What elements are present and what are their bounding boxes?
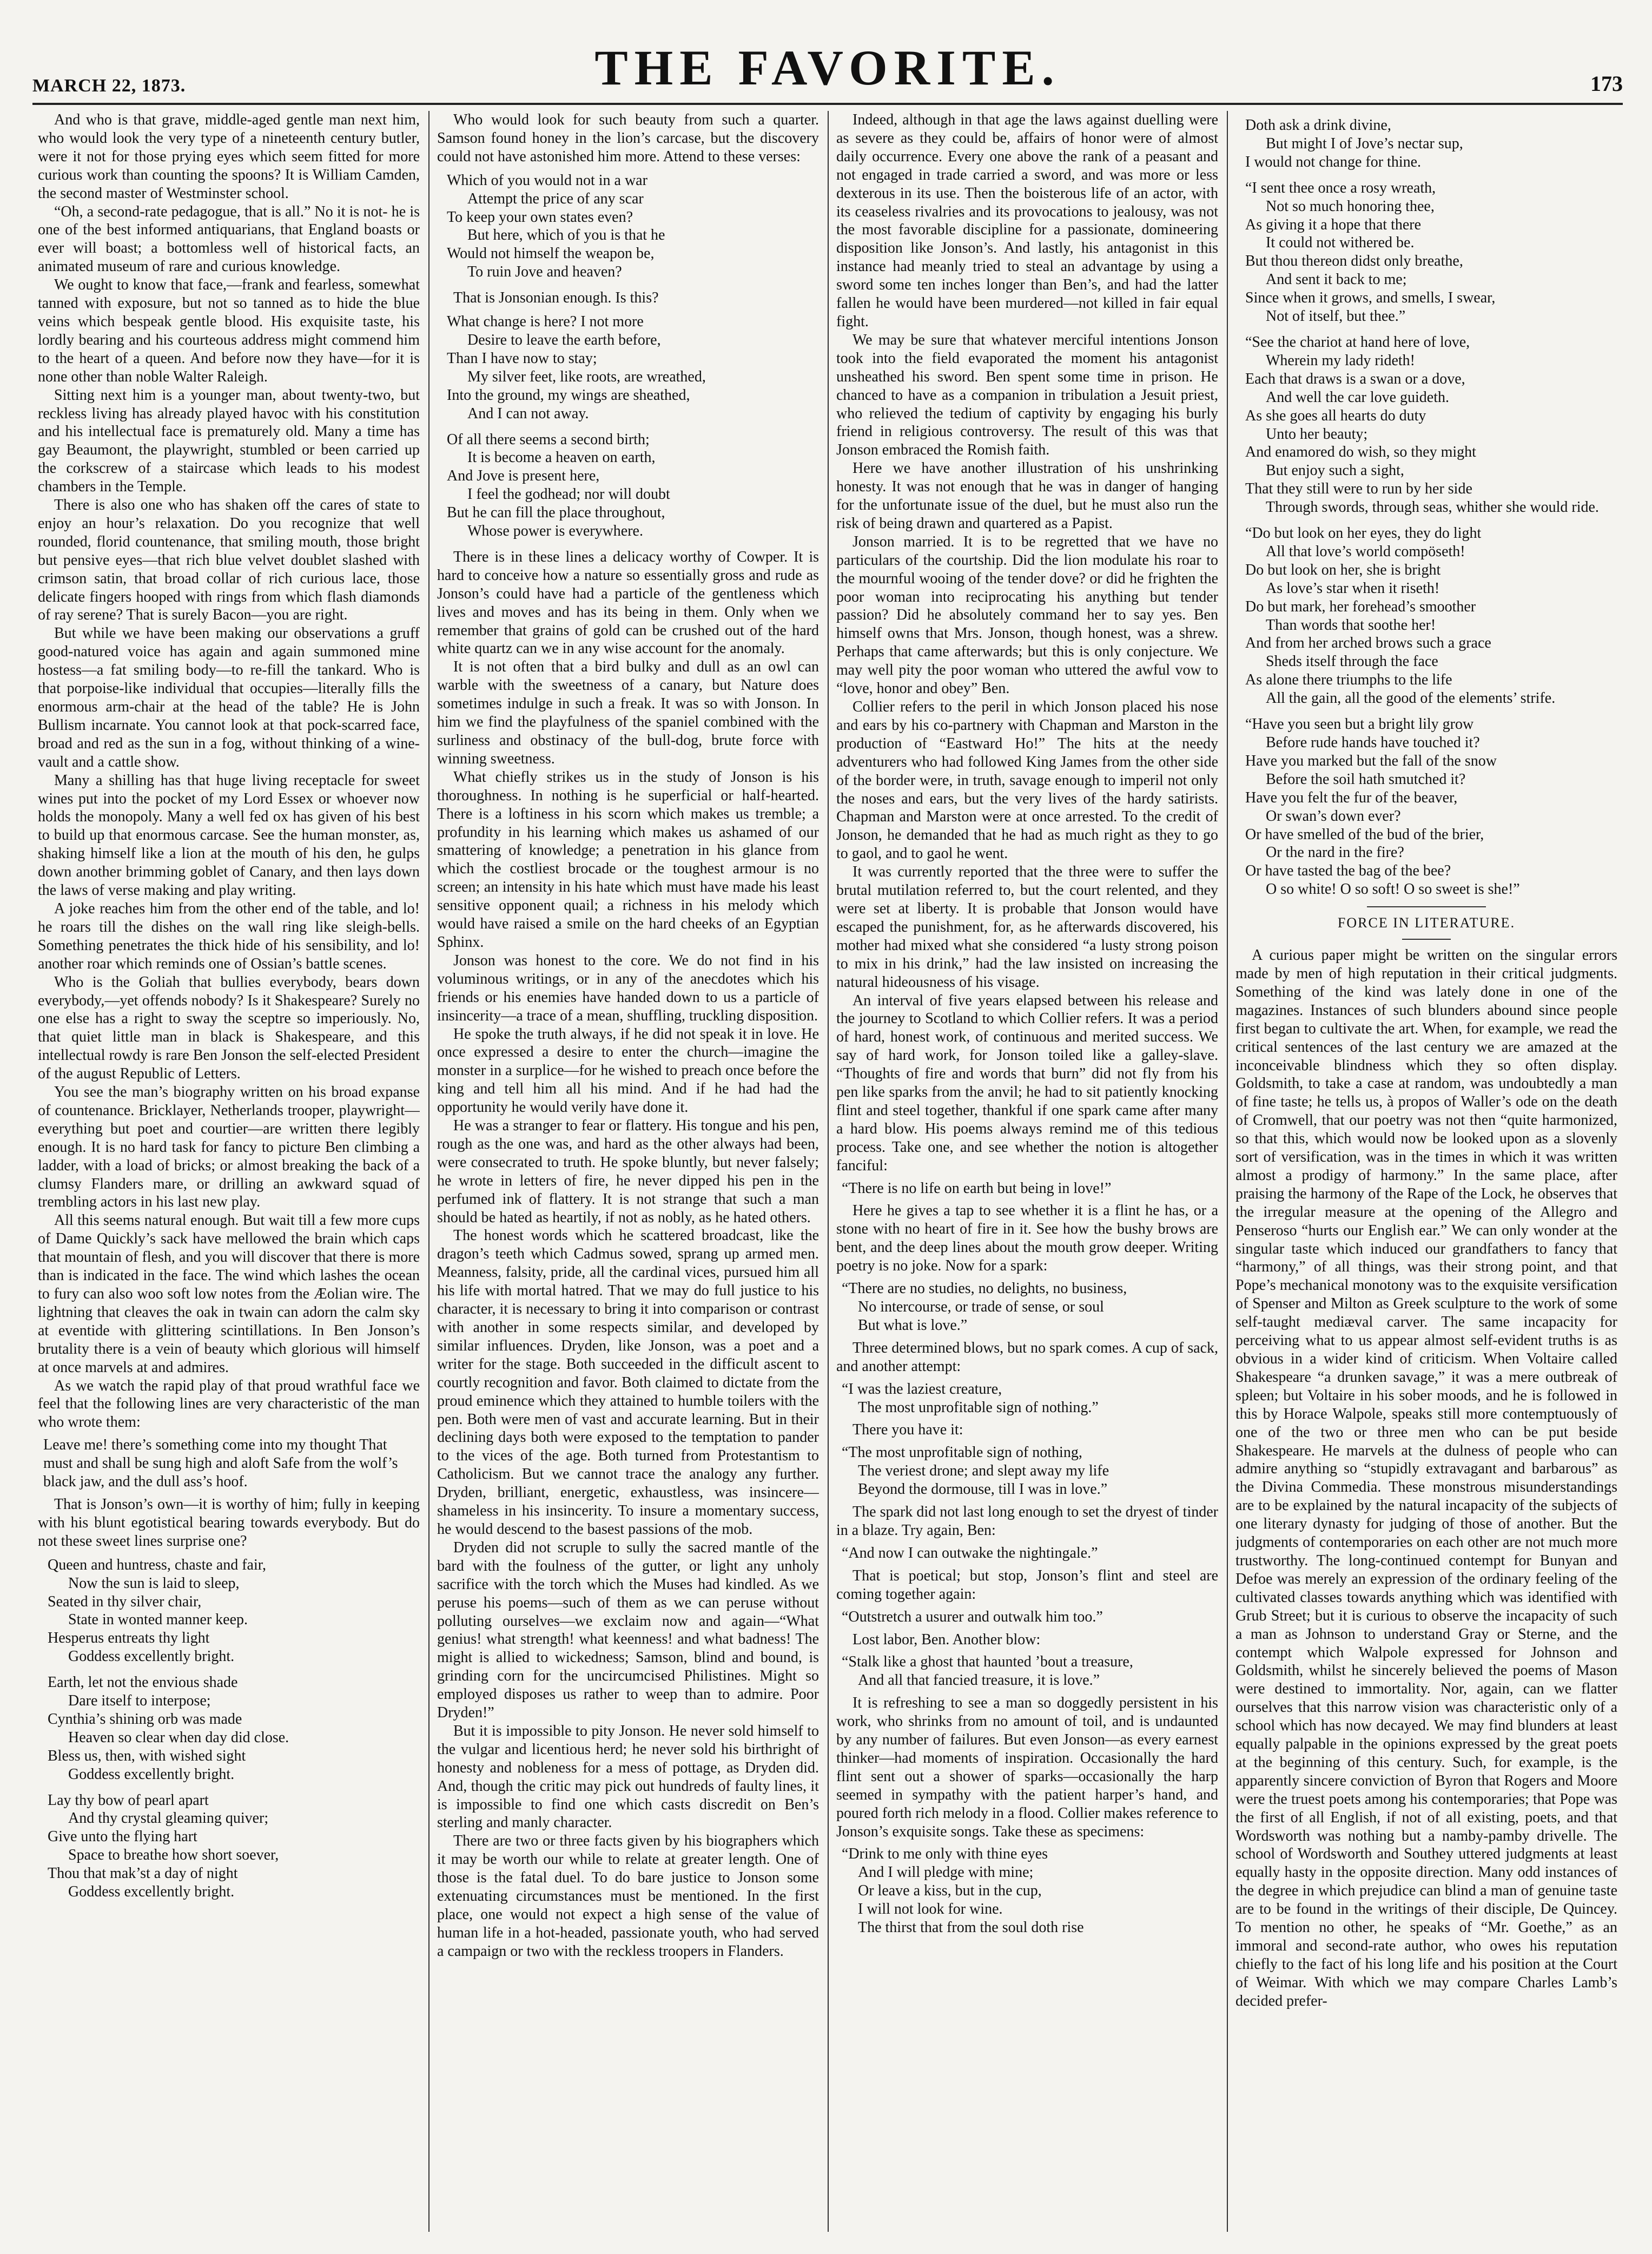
quote-line: Beyond the dormouse, till I was in love.” (858, 1481, 1108, 1498)
poem-line: Or have smelled of the bud of the brier, (1245, 826, 1484, 843)
paragraph: It was currently reported that the three were to suffer the brutal mutilation referred to, but the court relented, and they were set at liberty. It is probable that Jonson would have escaped the punishment, for, as he afterwards discovered, his mother had mixed what she considered “a lusty strong poison to mix in his drink,” had the law insisted on increasing the natural hideousness of his visage. (836, 864, 1218, 991)
paragraph: There is in these lines a delicacy worthy of Cowper. It is hard to conceive how a nature so essentially gross and rude as Jonson’s could have had a particle of the gentleness which lives and moves and has its being in them. Only when we remember that grains of gold can be crushed out of the hard white quartz can we in any wise account for the anomaly. (437, 548, 819, 657)
column-2 (437, 111, 819, 2232)
column-divider (828, 111, 829, 2232)
column-3-quote-4 (842, 1444, 1218, 1499)
poem-line: Space to breathe how short soever, (68, 1847, 279, 1864)
poem-line: Which of you would not in a war (447, 172, 647, 189)
poem-line: And Jove is present here, (447, 467, 600, 485)
poem-line: Goddess excellently bright. (68, 1883, 235, 1901)
column-divider (1227, 111, 1228, 2232)
section-rule (1367, 906, 1486, 907)
poem-line: And well the car love guideth. (1266, 388, 1450, 406)
paragraph: Many a shilling has that huge living receptacle for sweet wines put into the pocket of my Lord Essex or whoever now holds the monopoly. Many a well fed ox has given of his best to build up that enormous carcase. See the human monster, as, shaking himself like a lion at the mouth of his den, he gulps down another brimming goblet of Canary, and then lays down the laws of verse making and play writing. (38, 772, 420, 899)
paragraph: He spoke the truth always, if he did not speak it in love. He once expressed a desire to enter the church—imagine the monster in a surplice—for he wished to preach once before the king and tell him all his mind. And if he had had the opportunity he would verily have done it. (437, 1025, 819, 1116)
column-3-paragraph-7: Lost labor, Ben. Another blow: (853, 1631, 1041, 1648)
poem-stanza (1245, 333, 1617, 517)
column-3-quote-6: “Outstretch a usurer and outwalk him too.” (842, 1608, 1103, 1625)
poem-line: But might I of Jove’s nectar sup, (1266, 135, 1463, 152)
paragraph: Dryden did not scruple to sully the sacred mantle of the bard with the foulness of the gutter, or light any unholy sacrifice with the torch which the Muses had kindled. As we peruse his poems—such of them as we can peruse without polluting ourselves—we exclaim now and again—“What genius! what strength! what keenness! and what badness! The might is allied to wickedness; Samson, blind and bound, is grinding corn for the uncircumcised Philistines. Might so employed disposes us rather to weep than to admire. Poor Dryden!” (437, 1539, 819, 1722)
quote-line: Or leave a kiss, but in the cup, (858, 1882, 1042, 1900)
column-1-paragraph-2: That is Jonson’s own—it is worthy of him; fully in keeping with his blunt egotistical bearing towards everybody. But do not these sweet lines surprise one? (38, 1495, 420, 1550)
poem-line: Through swords, through seas, whither she would ride. (1266, 499, 1599, 516)
poem-line: Doth ask a drink divine, (1245, 117, 1391, 134)
quote-line: “The most unprofitable sign of nothing, (842, 1444, 1082, 1461)
issue-date: MARCH 22, 1873. (32, 76, 186, 96)
poem-line: Seated in thy silver chair, (48, 1593, 202, 1610)
masthead-rule (32, 103, 1623, 105)
paragraph: An interval of five years elapsed between his release and the journey to Scotland to which Collier refers. It was a period of hard, honest work, of continuous and merited success. We say of hard work, for Jonson toiled like a galley-slave. “Thoughts of fire and words that burn” did not fly from his pen like sparks from the anvil; he had to sit patiently knocking flint and steel together, thankful if one spark came after many a hard blow. His poems always remind me of this tedious process. Take one, and see whether the notion is altogether fanciful: (836, 992, 1218, 1174)
poem-line: All that love’s world compöseth! (1266, 543, 1465, 560)
poem-line: But here, which of you is that he (467, 227, 665, 244)
poem-line: Or swan’s down ever? (1266, 807, 1401, 825)
column-1-paragraphs (38, 111, 420, 1432)
poem-line: To ruin Jove and heaven? (467, 263, 622, 281)
poem-line: And thy crystal gleaming quiver; (68, 1810, 269, 1827)
column-2-paragraphs (437, 548, 819, 1961)
poem-line: Not so much honoring thee, (1266, 197, 1435, 215)
quote-line: “Drink to me only with thine eyes (842, 1846, 1048, 1863)
column-2-poem-2 (447, 313, 819, 541)
paragraph: As we watch the rapid play of that proud wrathful face we feel that the following lines are very characteristic of the man who wrote them: (38, 1377, 420, 1431)
poem-line: Not of itself, but thee.” (1266, 308, 1406, 325)
poem-line: But thou thereon didst only breathe, (1245, 253, 1463, 270)
poem-line: Do but look on her, she is bright (1245, 561, 1441, 578)
quote-line: The most unprofitable sign of nothing.” (858, 1399, 1099, 1416)
poem-stanza (1245, 524, 1617, 708)
poem-line: Into the ground, my wings are sheathed, (447, 386, 690, 404)
poem-line: Wherein my lady rideth! (1266, 352, 1416, 369)
poem-line: Since when it grows, and smells, I swear, (1245, 289, 1496, 307)
column-3-quote-5: “And now I can outwake the nightingale.” (842, 1544, 1098, 1561)
column-4-poem (1245, 116, 1617, 899)
poem-stanza (1245, 116, 1617, 172)
poem-line: Give unto the flying hart (48, 1828, 197, 1846)
column-3-paragraph-2: Here he gives a tap to see whether it is a flint he has, or a stone with no heart of fire in it. See how the bushy brows are bent, and the deep lines about the mouth grow deeper. Writing poetry is no joke. Now for a spark: (836, 1202, 1218, 1275)
poem-stanza (447, 172, 819, 281)
poem-line: Dare itself to interpose; (68, 1692, 211, 1710)
column-3 (836, 111, 1218, 2232)
paragraph: Here we have another illustration of his unshrinking honesty. It was not enough that he was in danger of hanging for the unfortunate issue of the duel, but he must also run the risk of being drawn and quartered as a Papist. (836, 460, 1218, 532)
column-1 (38, 111, 420, 2232)
quote-line: But what is love.” (858, 1316, 968, 1334)
column-4 (1235, 111, 1617, 2232)
paragraph: There is also one who has shaken off the cares of state to enjoy an hour’s relaxation. Do you recognize that well rounded, florid countenance, that smiling mouth, those bright but pensive eyes—that rich blue velvet doublet slashed with crimson satin, that broad collar of rich curious lace, those delicate fingers hooped with rings from which flash diamonds of ray serene? That is surely Bacon—you are right. (38, 497, 420, 624)
poem-line: It could not withered be. (1266, 234, 1415, 252)
quote-line: “There are no studies, no delights, no business, (842, 1280, 1127, 1297)
poem-line: Or the nard in the fire? (1266, 844, 1404, 861)
poem-line: Thou that mak’st a day of night (48, 1865, 238, 1882)
column-3-quote-1: “There is no life on earth but being in love!” (842, 1179, 1112, 1197)
column-4-paragraphs (1235, 946, 1617, 2011)
poem-line: As alone there triumphs to the life (1245, 671, 1452, 689)
quote-line: The thirst that from the soul doth rise (858, 1919, 1084, 1936)
article-columns (38, 111, 1617, 2232)
paragraph: He was a stranger to fear or flattery. His tongue and his pen, rough as the one was, and hard as the other always had been, were consecrated to truth. He spoke bluntly, but never falsely; he wrote in letters of fire, he never dipped his pen in the perfumed ink of flattery. It is not strange that such a man should be hated as heartily, if not as nobly, as he hated others. (437, 1117, 819, 1226)
quote-line: And all that fancied treasure, it is love.” (858, 1672, 1100, 1689)
poem-stanza (1245, 715, 1617, 899)
poem-line: All the gain, all the good of the elements’ strife. (1266, 690, 1556, 707)
column-3-paragraphs (836, 111, 1218, 1175)
poem-line: Do but mark, her forehead’s smoother (1245, 598, 1476, 615)
poem-line: Bless us, then, with wished sight (48, 1747, 246, 1764)
column-2-poem-1 (447, 172, 819, 281)
paragraph: A curious paper might be written on the singular errors made by men of high reputation in their critical judgments. Something of the kind was lately done in one of the magazines. Instances of such blunders abound since people first began to cultivate the art. When, for example, we read the critical sentences of the last century we are amazed at the inconceivable blindness which they so often display. Goldsmith, to take a case at random, was undoubtedly a man of fine taste; he tells us, à propos of Waller’s ode on the death of Cromwell, that our poetry was not then “quite harmonized, so that this, which would now be looked upon as a slovenly sort of versification, was in the times in which it was written almost a prodigy of harmony.” In the same place, after praising the harmony of the Rape of the Lock, he observes that the irregular measure at the opening of the Allegro and Penseroso “hurts our English ear.” We can only wonder at the singular taste which induced our grandfathers to fancy that “harmony,” of all things, was their strong point, and that Pope’s mechanical monotony was to the exquisite versification of Spenser and Milton as Greek sculpture to the work of some self-taught mediæval carver. The same incapacity for perceiving what to us appear almost self-evident truths is as obvious in a wider kind of criticism. When Voltaire called Shakespeare “a drunken savage,” it was a mere outbreak of spleen; but Voltaire in his sober moods, and he is followed in this by Horace Walpole, speaks still more contemptuously of one of the two or three men who can be put beside Shakespeare. He marvels at the dulness of people who can admire anything so “stupidly extravagant and barbarous” as the Divina Commedia. These monstrous misunderstandings are to be explained by the natural incapacity of the subjects of one literary dynasty for judging of those of another. But the judgments of contemporaries on each other are not much more trustworthy. The long-continued contempt for Bunyan and Defoe was merely an expression of the ordinary feeling of the cultivated classes towards anything which was identified with Grub Street; but it is curious to observe the incapacity of such a man as Johnson to understand Gray or Sterne, and the contempt which Walpole expressed for Johnson and Goldsmith, whilst he sincerely believed the poems of Mason were destined to immortality. Nor, again, can we flatter ourselves that this narrow vision was characteristic only of a school which has now decayed. We may find blunders at least equally palpable in the opinions expressed by the great poets at the beginning of this century. Such, for example, is the apparently sincere conviction of Byron that Rogers and Moore were the truest poets among his contemporaries; that Pope was the first of all English, if not of all existing, poets, and that Wordsworth was nothing but a namby-pamby drivelle. The school of Wordsworth and Southey uttered judgments at least equally hasty in the opposite direction. Many odd instances of the degree in which prejudice can blind a man of genuine taste are to be found in the writings of their disciple, De Quincey. To mention no other, he speaks of “Mr. Goethe,” as an immoral and second-rate author, who owes his reputation chiefly to the fact of his long life and his position at the Court of Weimar. With which we may compare Charles Lamb’s decided prefer- (1235, 947, 1617, 2009)
poem-stanza (447, 313, 819, 423)
poem-line: But he can fill the place throughout, (447, 504, 665, 522)
section-rule (1402, 939, 1451, 940)
poem-line: And enamored do wish, so they might (1245, 444, 1476, 461)
column-3-paragraph-8: It is refreshing to see a man so doggedly persistent in his work, who shrinks from no amount of toil, and is undaunted by any number of failures. But even Jonson—as every earnest thinker—had moments of inspiration. Occasionally the hard flint sent out a shower of sparks—occasionally the harp seemed in sympathy with the patient harper’s hand, and poured forth rich melody in a flood. Collier makes reference to Jonson’s exquisite songs. Take these as specimens: (836, 1695, 1218, 1840)
poem-stanza (48, 1791, 420, 1901)
page-number: 173 (1590, 71, 1623, 96)
poem-stanza (48, 1673, 420, 1783)
poem-line: Of all there seems a second birth; (447, 431, 650, 448)
poem-line: Heaven so clear when day did close. (68, 1729, 289, 1746)
paragraph: The honest words which he scattered broadcast, like the dragon’s teeth which Cadmus sowed, sprang up armed men. Meanness, falsity, pride, all the cardinal vices, pursued him all his life with mortal hatred. That we may do full justice to his character, it is necessary to bring it into comparison or contrast with another in some respects similar, and developed by similar influences. Dryden, like Jonson, was a poet and a writer for the stage. Both succeeded in the difficult ascent to courtly recognition and favor. Both claimed to dictate from the proud eminence which they attained to humble toilers with the pen. Both were men of vast and accurate learning. But in their declining days both were exposed to the temptation to pander to the vices of the age. Both turned from Protestantism to Catholicism. But we cannot trace the analogy any further. Dryden, brilliant, energetic, exhaustless, was insincere—shameless in his insincerity. To insure a momentary success, he would descend to the basest passions of the mob. (437, 1227, 819, 1538)
poem-line: Before rude hands have touched it? (1266, 734, 1480, 751)
poem-stanza (1245, 179, 1617, 326)
paragraph: And who is that grave, middle-aged gentle man next him, who would look the very type of a nineteenth century butler, were it not for those prying eyes which seem fitted for more curious work than counting the spoons? It is William Camden, the second master of Westminster school. (38, 111, 420, 202)
poem-line: As giving it a hope that there (1245, 216, 1422, 233)
poem-line: Attempt the price of any scar (467, 190, 644, 207)
poem-line: And from her arched brows such a grace (1245, 635, 1491, 652)
column-3-paragraph-6: That is poetical; but stop, Jonson’s flint and steel are coming together again: (836, 1567, 1218, 1603)
poem-line: Cynthia’s shining orb was made (48, 1710, 242, 1728)
paragraph: We may be sure that whatever merciful intentions Jonson took into the field evaporated the moment his antagonist unsheathed his sword. Ben spent some time in prison. He chanced to have as a companion in tribulation a Jesuit priest, who relieved the tedium of captivity by engaging his burly friend in religious controversy. The result of this was that Jonson embraced the Romish faith. (836, 331, 1218, 459)
column-1-quote: Leave me! there’s something come into my thought That must and shall be sung high and aloft Safe from the wolf’s black jaw, and the dull ass’s hoof. (43, 1436, 398, 1491)
poem-line: “I sent thee once a rosy wreath, (1245, 179, 1436, 196)
poem-stanza (48, 1556, 420, 1666)
poem-line: Have you marked but the fall of the snow (1245, 752, 1497, 769)
paragraph: Collier refers to the peril in which Jonson placed his nose and ears by his co-partnery with Chapman and Marston in the production of “Eastward Ho!” The hits at the needy adventurers who had followed King James from the other side of the border were, in truth, savage enough to imperil not only the noses and ears, but the very lives of the hardy satirists. Chapman and Marston were at once arrested. To the credit of Jonson, he demanded that he had as much right as they to go to gaol, and to gaol he went. (836, 698, 1218, 862)
paragraph: It is not often that a bird bulky and dull as an owl can warble with the sweetness of a canary, but Nature does sometimes indulge in such a freak. It was so with Jonson. In him we find the playfulness of the spaniel combined with the surliness and obstinacy of the bull-dog, brute force with winning sweetness. (437, 658, 819, 767)
poem-line: That they still were to run by her side (1245, 480, 1472, 498)
paragraph: Who is the Goliah that bullies everybody, bears down everybody,—yet offends nobody? Is it Shakespeare? Surely no one else has a right to sway the sceptre so imperiously. No, that quiet little man in black is Shakespeare, and this intellectual rowdy is rare Ben Jonson the self-elected President of the august Republic of Letters. (38, 973, 420, 1083)
poem-line: Goddess excellently bright. (68, 1648, 235, 1665)
poem-line: And I can not away. (467, 405, 589, 422)
poem-stanza (447, 431, 819, 541)
poem-line: “Do but look on her eyes, they do light (1245, 525, 1482, 542)
quote-line: The veriest drone; and slept away my life (858, 1462, 1109, 1480)
poem-line: As she goes all hearts do duty (1245, 407, 1426, 424)
poem-line: Unto her beauty; (1266, 425, 1368, 443)
column-2-intro: Who would look for such beauty from such a quarter. Samson found honey in the lion’s carcase, but the discovery could not have astonished him more. Attend to these verses: (437, 111, 819, 165)
poem-line: But enjoy such a sight, (1266, 462, 1404, 479)
poem-line: What change is here? I not more (447, 313, 644, 331)
poem-line: Have you felt the fur of the beaver, (1245, 789, 1458, 806)
quote-line: And I will pledge with mine; (858, 1864, 1034, 1881)
column-1-poem (48, 1556, 420, 1901)
poem-line: Goddess excellently bright. (68, 1765, 235, 1783)
poem-line: Earth, let not the envious shade (48, 1674, 238, 1691)
poem-line: O so white! O so soft! O so sweet is she!” (1266, 881, 1520, 898)
poem-line: Now the sun is laid to sleep, (68, 1574, 240, 1592)
paragraph: All this seems natural enough. But wait till a few more cups of Dame Quickly’s sack have mellowed the brain which caps that mountain of flesh, and you will discover that there is more than is indicated in the face. The wind which lashes the ocean to fury can also woo soft low notes from the Æolian wire. The lightning that cleaves the oak in twain can adorn the calm sky at eventide with glittering scintillations. In Ben Jonson’s brutality there is a vein of beauty which glorious will himself at once marvels at and admires. (38, 1212, 420, 1376)
poem-line: Queen and huntress, chaste and fair, (48, 1556, 266, 1573)
poem-line: I feel the godhead; nor will doubt (467, 486, 670, 503)
column-3-paragraph-3: Three determined blows, but no spark comes. A cup of sack, and another attempt: (836, 1339, 1218, 1375)
quote-line: “I was the laziest creature, (842, 1380, 1002, 1398)
poem-line: To keep your own states even? (447, 208, 633, 226)
poem-line: I would not change for thine. (1245, 153, 1422, 170)
quote-line: “Stalk like a ghost that haunted ’bout a treasure, (842, 1653, 1133, 1671)
paragraph: Jonson married. It is to be regretted that we have no particulars of the courtship. Did the lion modulate his roar to the mournful wooing of the tender dove? or did he frighten the poor woman into reciprocating his anything but tender passion? Did he absolutely command her to say yes. Ben himself owns that Mrs. Jonson, though honest, was a shrew. Perhaps that came afterwards; but this is only conjecture. We may well pity the poor woman who uttered the awful vow to “love, honor and obey” Ben. (836, 533, 1218, 697)
paragraph: “Oh, a second-rate pedagogue, that is all.” No it is not- he is one of the best informed antiquarians, that England boasts or ever will boast; a bottomless well of historical facts, an animated museum of rare and curious knowledge. (38, 203, 420, 275)
publication-title: THE FAVORITE. (594, 40, 1061, 95)
poem-line: Lay thy bow of pearl apart (48, 1791, 209, 1809)
paragraph: But while we have been making our observations a gruff good-natured voice has again and again summoned mine hostess—a fat smiling body—to re-fill the tankard. Who is that porpoise-like individual that occupies—literally fills the enormous arm-chair at the head of the table? He is John Bullism incarnate. You cannot look at that pock-scarred face, broad and red as the sun in a fog, without thinking of a wine-vault and a cattle show. (38, 625, 420, 770)
paragraph: You see the man’s biography written on his broad expanse of countenance. Bricklayer, Netherlands trooper, playwright—everything but poet and courtier—are written there legibly enough. It is no hard task for fancy to picture Ben climbing a ladder, with a load of bricks; or almost breaking the back of a clumsy Flanders mare, or drilling an awkward squad of trembling actors in his last new play. (38, 1084, 420, 1211)
paragraph: Indeed, although in that age the laws against duelling were as severe as they could be, affairs of honor were of almost daily occurrence. Every one above the rank of a peasant and not engaged in trade carried a sword, and was more or less dexterous in its use. Then the boisterous life of an actor, with its ceaseless rivalries and its provocations to jealousy, was not the most favorable discipline for a passionate, domineering disposition like Jonson’s. And lastly, his antagonist in this instance had meanly tried to steal an advantage by using a sword some ten inches longer than Ben’s, and had the latter fallen he would have been murdered—not killed in fair equal fight. (836, 111, 1218, 330)
column-2-paragraph: That is Jonsonian enough. Is this? (453, 289, 659, 307)
paragraph: But it is impossible to pity Jonson. He never sold himself to the vulgar and licentious herd; he never sold his birthright of honesty and nobleness for a mess of pottage, as Dryden did. And, though the critic may pick out hundreds of faulty lines, it is impossible to find one which casts discredit on Ben’s sterling and manly character. (437, 1722, 819, 1831)
poem-line: Each that draws is a swan or a dove, (1245, 370, 1465, 387)
poem-line: Desire to leave the earth before, (467, 331, 661, 348)
paragraph: Sitting next him is a younger man, about twenty-two, but reckless living has already played havoc with his constitution and his intellectual face is prematurely old. Many a time has gay Beaumont, the playwright, stumbled or been carried up the corkscrew of a staircase which leads to his modest chambers in the Temple. (38, 386, 420, 496)
poem-line: And sent it back to me; (1266, 271, 1407, 288)
quote-line: I will not look for wine. (858, 1901, 1003, 1918)
poem-line: As love’s star when it riseth! (1266, 579, 1440, 597)
column-3-paragraph-5: The spark did not last long enough to set the dryest of tinder in a blaze. Try again, Ben: (836, 1504, 1218, 1539)
poem-line: Hesperus entreats thy light (48, 1630, 210, 1647)
poem-line: My silver feet, like roots, are wreathed, (467, 368, 706, 385)
poem-line: Whose power is everywhere. (467, 523, 643, 540)
quote-line: No intercourse, or trade of sense, or soul (858, 1299, 1104, 1315)
column-3-quote-2 (842, 1280, 1218, 1335)
paragraph: What chiefly strikes us in the study of Jonson is his thoroughness. In nothing is he superficial or half-hearted. There is a loftiness in his scorn which makes us tremble; a profundity in his learning which makes us ashamed of our smattering of knowledge; a penetration in his glance from which the costliest brocade or the toughest armour is no screen; an intensity in his hate which must have made his least sensitive opponent quail; a richness in his melody which would have raised a smile on the hard cheeks of an Egyptian Sphinx. (437, 768, 819, 951)
poem-line: Or have tasted the bag of the bee? (1245, 862, 1451, 880)
column-3-paragraph-4: There you have it: (853, 1421, 963, 1439)
paragraph: A joke reaches him from the other end of the table, and lo! he roars till the dishes on the wall ring like sleigh-bells. Something penetrates the thick hide of his sensibility, and lo! another roar which reminds one of Ossian’s battle scenes. (38, 900, 420, 972)
column-3-quote-3 (842, 1380, 1218, 1417)
column-3-quote-7 (842, 1653, 1218, 1690)
paragraph: There are two or three facts given by his biographers which it may be worth our while to relate at greater length. One of those is the fatal duel. To do bare justice to Jonson some extenuating circumstances must be mentioned. In the first place, one would not expect a high sense of the value of human life in a hot-headed, passionate youth, who had served a campaign or two with the reckless troopers in Flanders. (437, 1833, 819, 1960)
poem-line: Than words that soothe her! (1266, 616, 1436, 634)
masthead (32, 32, 1623, 103)
section-title: FORCE IN LITERATURE. (1337, 915, 1516, 931)
paragraph: Jonson was honest to the core. We do not find in his voluminous writings, or in any of the anecdotes which his friends or his enemies have handed down to us a particle of insincerity—a trace of a mean, shuffling, truckling disposition. (437, 952, 819, 1024)
poem-line: Sheds itself through the face (1266, 653, 1438, 670)
poem-line: “Have you seen but a bright lily grow (1245, 716, 1474, 733)
paragraph: We ought to know that face,—frank and fearless, somewhat tanned with exposure, but not so tanned as to hide the blue veins which bespeak gentle blood. His exquisite taste, his lordly bearing and his courteous address might commend him to the heart of a queen. And before now they have—for it is none other than noble Walter Raleigh. (38, 276, 420, 385)
poem-line: It is become a heaven on earth, (467, 449, 656, 466)
poem-line: Would not himself the weapon be, (447, 245, 655, 262)
column-3-quote-8 (842, 1845, 1218, 1937)
column-divider (428, 111, 429, 2232)
poem-line: State in wonted manner keep. (68, 1611, 248, 1629)
poem-line: Than I have now to stay; (447, 350, 597, 367)
poem-line: Before the soil hath smutched it? (1266, 770, 1466, 788)
poem-line: “See the chariot at hand here of love, (1245, 333, 1470, 351)
